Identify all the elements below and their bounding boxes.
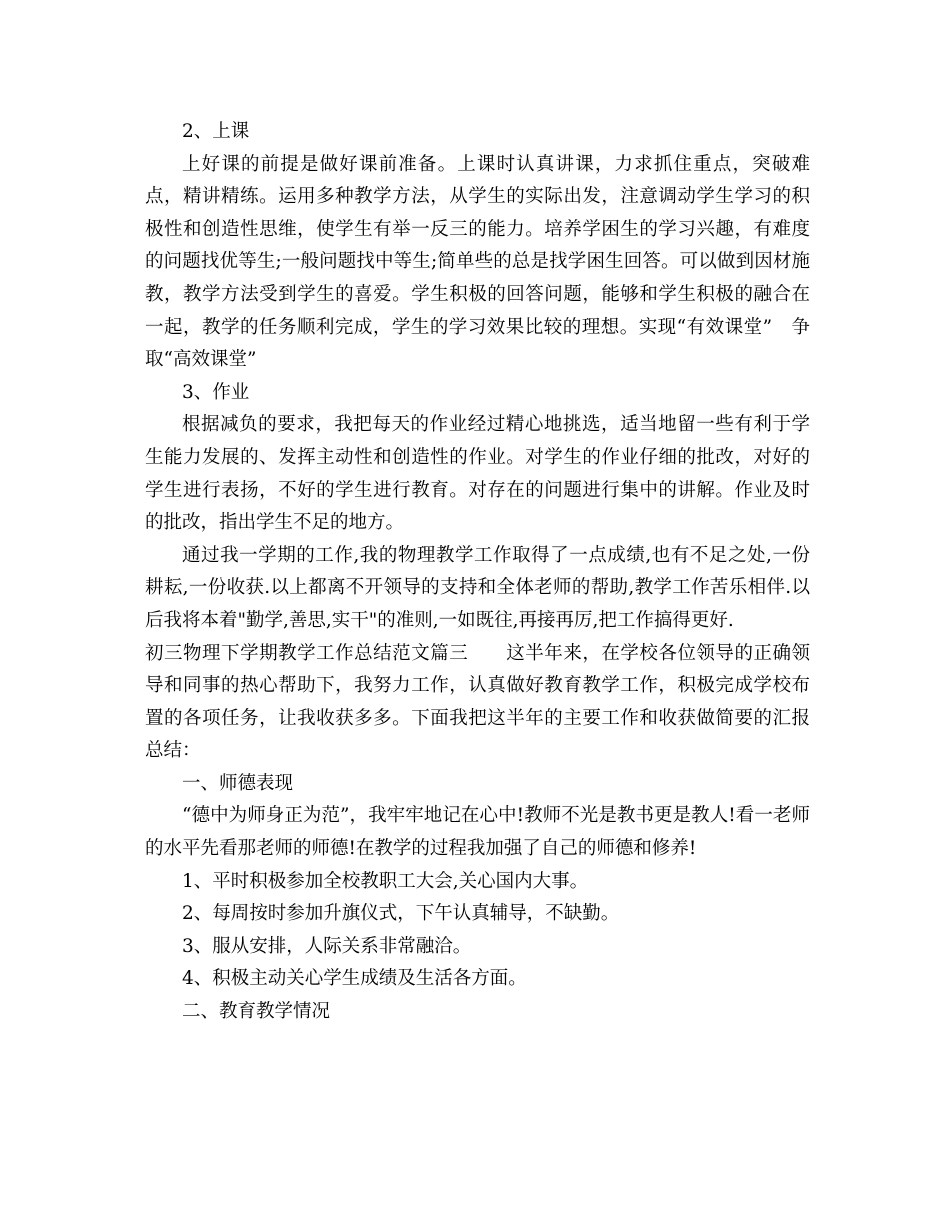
- section-heading-class: 2、上课: [182, 121, 250, 142]
- section-heading-teaching: 二、教育教学情况: [182, 1001, 331, 1023]
- list-item: 1、平时积极参加全校教职工大会,关心国内大事。: [182, 870, 589, 892]
- paragraph-homework: 根据减负的要求，我把每天的作业经过精心地挑选，适当地留一些有利于学生能力发展的、发挥主动性和创造性的作业。对学生的作业仔细的批改，对好的学生进行表扬，不好的学生进行教育。对存在的问题进行集中的讲解。作业及时的批改，指出学生不足的地方。: [145, 414, 810, 534]
- section-heading-homework: 3、作业: [182, 381, 250, 403]
- paragraph-essay-three-intro: 初三物理下学期教学工作总结范文篇三 这半年来，在学校各位领导的正确领导和同事的热心帮助下，我努力工作，认真做好教育教学工作，积极完成学校布置的各项任务，让我收获多多。下面我把这半年的主要工作和收获做简要的汇报总结：: [145, 642, 810, 762]
- section-heading-ethics: 一、师德表现: [182, 772, 294, 794]
- list-item: 3、服从安排，人际关系非常融洽。: [182, 935, 472, 957]
- list-item: 4、积极主动关心学生成绩及生活各方面。: [182, 968, 527, 990]
- paragraph-summary: 通过我一学期的工作,我的物理教学工作取得了一点成绩,也有不足之处,一份耕耘,一份收获.以上都离不开领导的支持和全体老师的帮助,教学工作苦乐相伴.以后我将本着"勤学,善思,实干"的准则,一如既往,再接再厉,把工作搞得更好.: [145, 544, 810, 631]
- paragraph-class: 上好课的前提是做好课前准备。上课时认真讲课，力求抓住重点，突破难点，精讲精练。运用多种教学方法，从学生的实际出发，注意调动学生学习的积极性和创造性思维，使学生有举一反三的能力。培养学困生的学习兴趣，有难度的问题找优等生;一般问题找中等生;简单些的总是找学困生回答。可以做到因材施教，教学方法受到学生的喜爱。学生积极的回答问题，能够和学生积极的融合在一起，教学的任务顺利完成，学生的学习效果比较的理想。实现“有效课堂” 争取“高效课堂”: [145, 153, 810, 371]
- paragraph-ethics: “德中为师身正为范”，我牢牢地记在心中!教师不光是教书更是教人!看一老师的水平先看那老师的师德!在教学的过程我加强了自己的师德和修养!: [145, 805, 810, 860]
- list-item: 2、每周按时参加升旗仪式，下午认真辅导，不缺勤。: [182, 903, 620, 925]
- document-body: [145, 116, 810, 1029]
